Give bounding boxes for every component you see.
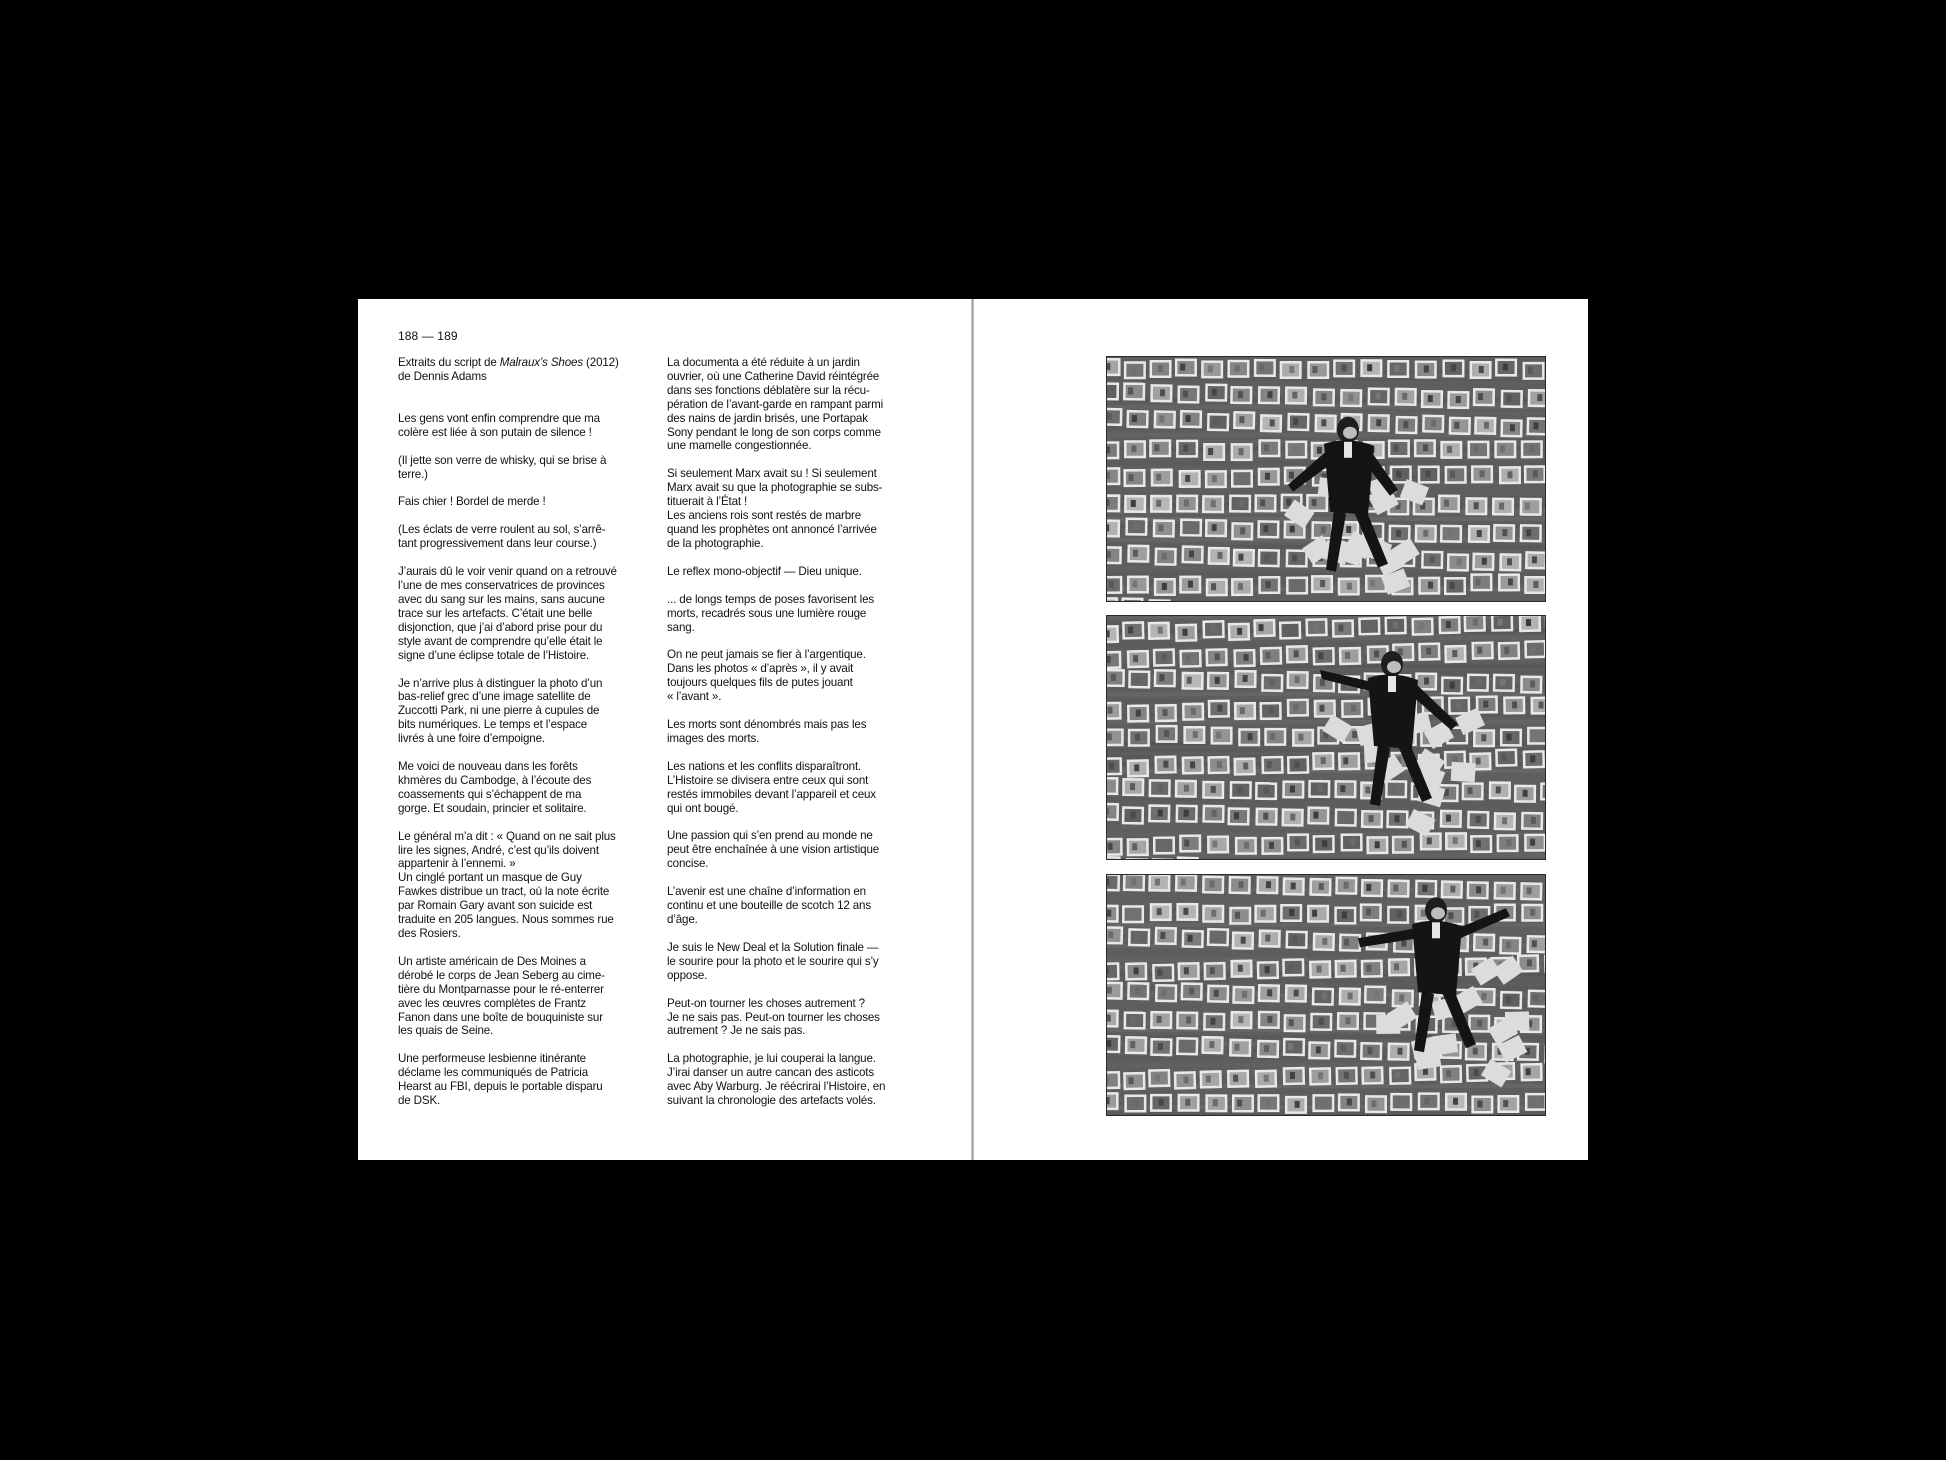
heading-suffix: (2012) (582, 356, 619, 369)
photo-image (1106, 356, 1546, 602)
paragraph: Si seulement Marx avait su ! Si seulement Marx avait su que la photographie se subs- tituerait à l’État ! Les anciens rois sont restés de marbre quand les prophètes ont annoncé l’arrivée de la photographie. (667, 467, 883, 550)
text-column-left (398, 356, 653, 1122)
paragraph: Un artiste américain de Des Moines a dérobé le corps de Jean Seberg au cime- tière du Montparnasse pour le ré-enterrer avec les œuvres complètes de Frantz Fanon dans une boîte de bouquiniste sur les quais de Seine. (398, 954, 605, 1038)
work-title: Malraux’s Shoes (499, 356, 583, 369)
paragraph: (Les éclats de verre roulent au sol, s’arrê- tant progressivement dans leur course.) (398, 523, 606, 551)
paragraph: Une performeuse lesbienne itinérante déclame les communiqués de Patricia Hearst au FBI, depuis le portable disparu de DSK. (398, 1052, 603, 1108)
paragraph: Le général m’a dit : « Quand on ne sait plus lire les signes, André, c’est qu’ils doivent appartenir à l’ennemi. » Un cinglé portant un masque de Guy Fawkes distribue un tract, où la note écrite par Romain Gary avant son suicide est traduite en 205 langues. Nous sommes rue des Rosiers. (398, 829, 616, 940)
paragraph: Me voici de nouveau dans les forêts khmères du Cambodge, à l’écoute des coassements qui s’échappent de ma gorge. Et soudain, princier et solitaire. (398, 760, 592, 815)
paragraph: Les gens vont enfin comprendre que ma colère est liée à son putain de silence ! (398, 411, 600, 439)
right-page (974, 299, 1588, 1160)
photo-still-3 (1106, 874, 1546, 1116)
paragraph: Peut-on tourner les choses autrement ? Je ne sais pas. Peut-on tourner les choses autrement ? Je ne sais pas. (667, 996, 880, 1038)
paragraph: Une passion qui s’en prend au monde ne peut être enchaînée à une vision artistique concise. (667, 829, 880, 871)
paragraph: Fais chier ! Bordel de merde ! (398, 495, 546, 509)
left-page (358, 299, 971, 1160)
paragraph: Les morts sont dénombrés mais pas les images des morts. (667, 718, 867, 745)
photo-still-1 (1106, 356, 1546, 602)
paragraph: Je suis le New Deal et la Solution finale — le sourire pour la photo et le sourire qui s’y oppose. (667, 940, 879, 982)
paragraph: Les nations et les conflits disparaîtront. L’Histoire se divisera entre ceux qui sont restés immobiles devant l’appareil et ceux qui ont bougé. (667, 759, 876, 815)
column-2-paragraphs (667, 356, 922, 1108)
paragraph: On ne peut jamais se fier à l’argentique. Dans les photos « d’après », il y avait toujours quelques fils de putes jouant « l’avant ». (667, 648, 866, 704)
paragraph: Je n’arrive plus à distinguer la photo d’un bas-relief grec d’une image satellite de Zuccotti Park, ni une pierre à cupules de bits numériques. Le temps et l’espace livrés à une foire d’empoigne. (398, 676, 603, 746)
script-heading (398, 356, 653, 384)
page-numbers: 188 — 189 (398, 329, 458, 343)
paragraph: (Il jette son verre de whisky, qui se brise à terre.) (398, 453, 607, 481)
photo-still-2 (1106, 615, 1546, 860)
text-column-right (667, 356, 922, 1122)
paragraph: L’avenir est une chaîne d’information en continu et une bouteille de scotch 12 ans d’âge. (667, 885, 871, 926)
heading-prefix: Extraits du script de (398, 356, 500, 369)
heading-author: de Dennis Adams (398, 369, 487, 383)
paragraph: La photographie, je lui couperai la langue. J’irai danser un autre cancan des asticots avec Aby Warburg. Je réécrirai l’Histoire, en suivant la chronologie des artefacts volés. (667, 1052, 886, 1108)
paragraph: J’aurais dû le voir venir quand on a retrouvé l’une de mes conservatrices de provinces avec du sang sur les mains, sans aucune trace sur les artefacts. C’était une belle disjonction, que j’ai d’abord prise pour du style avant de comprendre qu’elle était le signe d’une éclipse totale de l’Histoire. (398, 565, 617, 662)
paragraph: La documenta a été réduite à un jardin ouvrier, où une Catherine David réintégrée dans ses fonctions déblatère sur la récu- pération de l’avant-garde en rampant parmi des nains de jardin brisés, une Portapak Sony pendant le long de son corps comme une mamelle congestionnée. (667, 356, 884, 453)
paragraph: ... de longs temps de poses favorisent les morts, recadrés sous une lumière rouge sang. (667, 592, 875, 634)
paragraph: Le reflex mono-objectif — Dieu unique. (667, 564, 862, 578)
column-1-paragraphs (398, 412, 653, 1108)
photo-image (1106, 874, 1546, 1116)
photo-image (1106, 615, 1546, 860)
